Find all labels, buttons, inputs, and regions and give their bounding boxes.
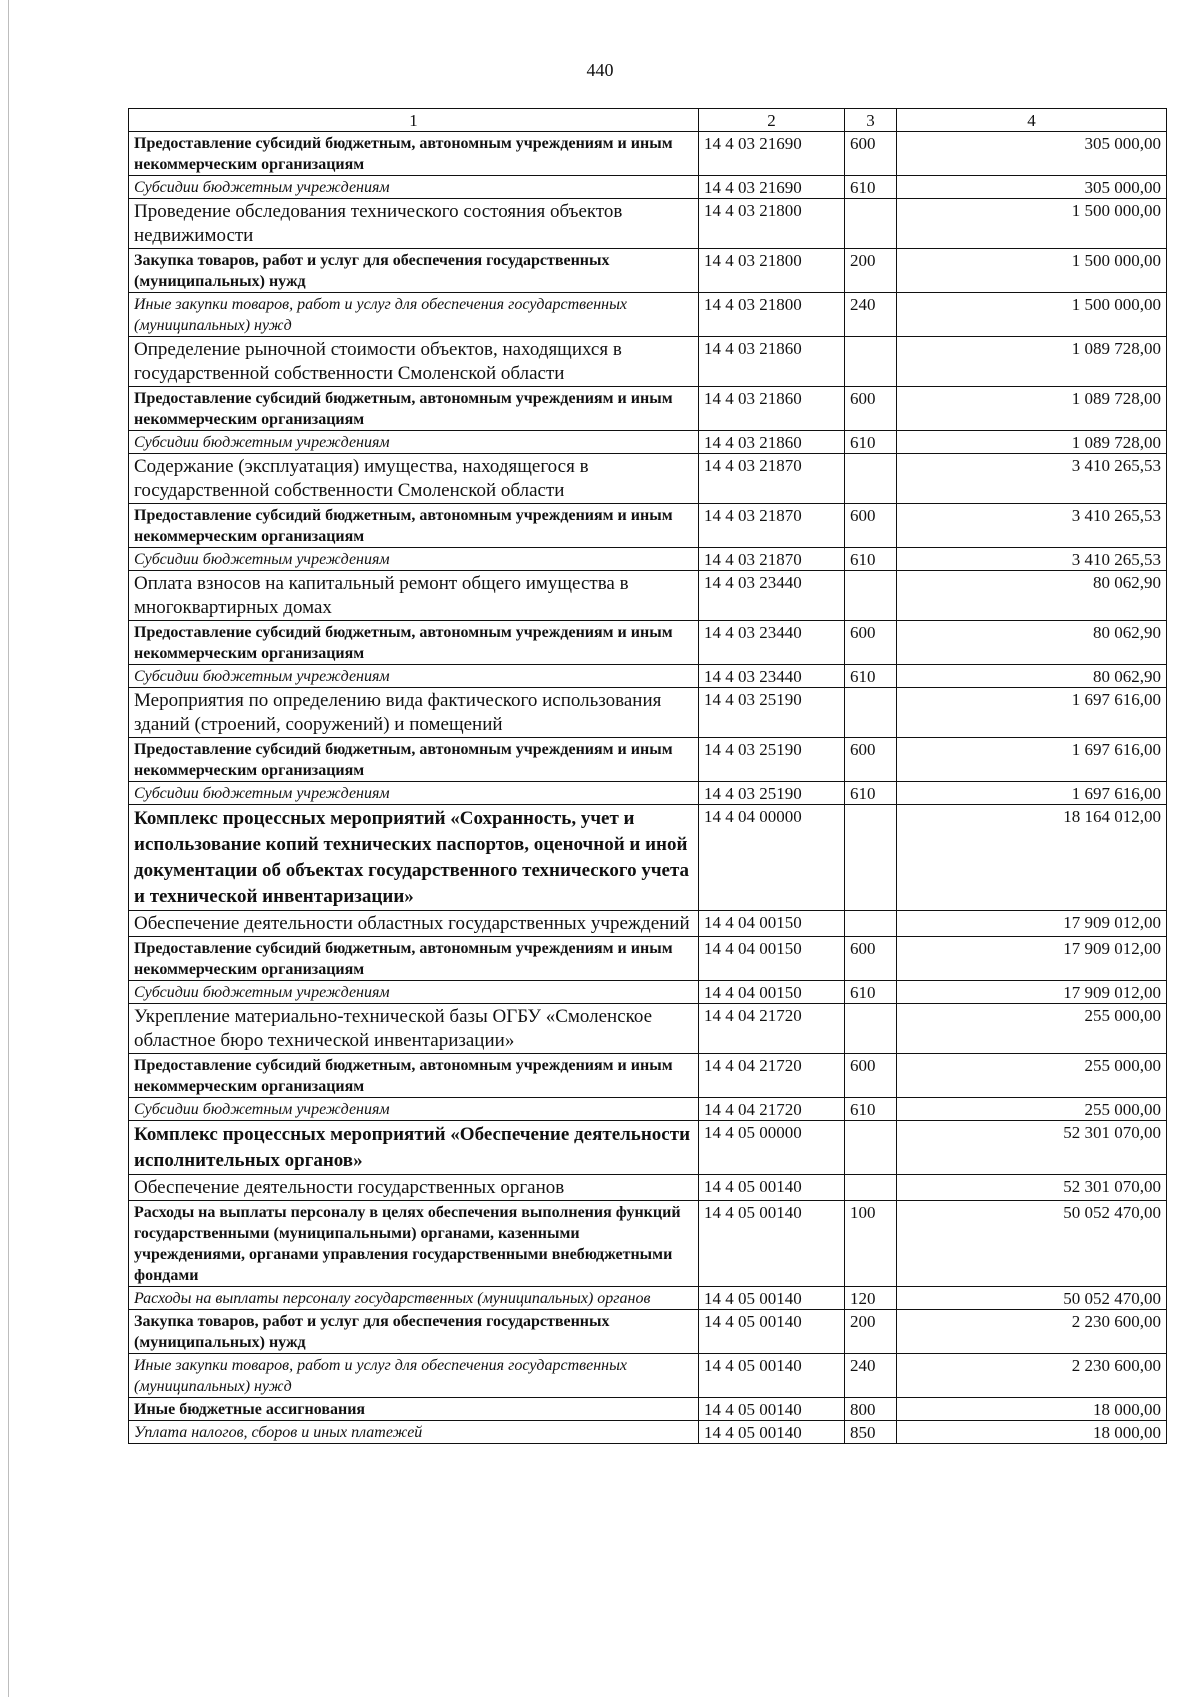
- row-expense-type-cell: [845, 199, 897, 249]
- table-row: [129, 1421, 1167, 1444]
- table-row: [129, 249, 1167, 293]
- row-name-cell: Обеспечение деятельности областных государственных учреждений: [129, 911, 699, 937]
- table-row: [129, 1175, 1167, 1201]
- row-name-cell: Закупка товаров, работ и услуг для обеспечения государственных (муниципальных) нужд: [129, 249, 699, 293]
- table-row: [129, 1287, 1167, 1310]
- table-row: [129, 738, 1167, 782]
- row-expense-type-cell: 240: [845, 1354, 897, 1398]
- row-name-cell: Мероприятия по определению вида фактического использования зданий (строений, сооружений) и помещений: [129, 688, 699, 738]
- row-code-cell: 14 4 03 23440: [699, 571, 845, 621]
- row-amount-cell: 17 909 012,00: [897, 981, 1167, 1004]
- row-code-cell: 14 4 04 21720: [699, 1098, 845, 1121]
- row-amount-cell: 1 697 616,00: [897, 782, 1167, 805]
- row-expense-type-cell: [845, 1004, 897, 1054]
- table-row: [129, 805, 1167, 911]
- column-header-1: 1: [129, 109, 699, 132]
- row-amount-cell: 3 410 265,53: [897, 548, 1167, 571]
- row-code-cell: 14 4 03 21860: [699, 431, 845, 454]
- row-name-cell: Содержание (эксплуатация) имущества, находящегося в государственной собственности Смоленской области: [129, 454, 699, 504]
- row-code-cell: 14 4 03 21800: [699, 249, 845, 293]
- row-expense-type-cell: 600: [845, 621, 897, 665]
- row-name-cell: Субсидии бюджетным учреждениям: [129, 981, 699, 1004]
- column-header-3: 3: [845, 109, 897, 132]
- row-code-cell: 14 4 03 21800: [699, 199, 845, 249]
- row-name-cell: Проведение обследования технического состояния объектов недвижимости: [129, 199, 699, 249]
- row-code-cell: 14 4 04 00000: [699, 805, 845, 911]
- table-row: [129, 1098, 1167, 1121]
- table-row: [129, 548, 1167, 571]
- row-expense-type-cell: [845, 454, 897, 504]
- row-expense-type-cell: 600: [845, 504, 897, 548]
- table-row: [129, 176, 1167, 199]
- row-code-cell: 14 4 03 21860: [699, 337, 845, 387]
- table-row: [129, 981, 1167, 1004]
- row-amount-cell: 17 909 012,00: [897, 911, 1167, 937]
- table-row: [129, 621, 1167, 665]
- row-amount-cell: 50 052 470,00: [897, 1287, 1167, 1310]
- row-code-cell: 14 4 03 23440: [699, 665, 845, 688]
- row-name-cell: Иные закупки товаров, работ и услуг для обеспечения государственных (муниципальных) нужд: [129, 293, 699, 337]
- row-amount-cell: 50 052 470,00: [897, 1201, 1167, 1287]
- row-amount-cell: 1 089 728,00: [897, 431, 1167, 454]
- row-name-cell: Обеспечение деятельности государственных органов: [129, 1175, 699, 1201]
- row-name-cell: Комплекс процессных мероприятий «Сохранность, учет и использование копий технических паспортов, оценочной и иной документации об объектах государственного технического учета и технической инвентаризации»: [129, 805, 699, 911]
- row-name-cell: Закупка товаров, работ и услуг для обеспечения государственных (муниципальных) нужд: [129, 1310, 699, 1354]
- row-amount-cell: 2 230 600,00: [897, 1354, 1167, 1398]
- table-row: [129, 132, 1167, 176]
- row-code-cell: 14 4 05 00140: [699, 1201, 845, 1287]
- row-name-cell: Уплата налогов, сборов и иных платежей: [129, 1421, 699, 1444]
- row-amount-cell: 255 000,00: [897, 1004, 1167, 1054]
- table-row: [129, 937, 1167, 981]
- row-expense-type-cell: 100: [845, 1201, 897, 1287]
- table-row: [129, 911, 1167, 937]
- row-expense-type-cell: 610: [845, 1098, 897, 1121]
- row-amount-cell: 255 000,00: [897, 1054, 1167, 1098]
- row-name-cell: Укрепление материально-технической базы ОГБУ «Смоленское областное бюро технической инвентаризации»: [129, 1004, 699, 1054]
- table-row: [129, 1310, 1167, 1354]
- row-name-cell: Предоставление субсидий бюджетным, автономным учреждениям и иным некоммерческим организациям: [129, 937, 699, 981]
- row-code-cell: 14 4 03 21870: [699, 548, 845, 571]
- row-code-cell: 14 4 05 00140: [699, 1175, 845, 1201]
- budget-table: [128, 108, 1167, 1444]
- row-code-cell: 14 4 03 21800: [699, 293, 845, 337]
- row-name-cell: Оплата взносов на капитальный ремонт общего имущества в многоквартирных домах: [129, 571, 699, 621]
- row-amount-cell: 18 000,00: [897, 1421, 1167, 1444]
- row-name-cell: Субсидии бюджетным учреждениям: [129, 176, 699, 199]
- table-row: [129, 1354, 1167, 1398]
- row-amount-cell: 255 000,00: [897, 1098, 1167, 1121]
- row-code-cell: 14 4 05 00140: [699, 1421, 845, 1444]
- row-expense-type-cell: [845, 571, 897, 621]
- row-name-cell: Предоставление субсидий бюджетным, автономным учреждениям и иным некоммерческим организациям: [129, 621, 699, 665]
- row-amount-cell: 1 089 728,00: [897, 337, 1167, 387]
- row-amount-cell: 18 000,00: [897, 1398, 1167, 1421]
- row-amount-cell: 305 000,00: [897, 132, 1167, 176]
- row-amount-cell: 3 410 265,53: [897, 454, 1167, 504]
- row-expense-type-cell: 600: [845, 1054, 897, 1098]
- table-row: [129, 1398, 1167, 1421]
- row-amount-cell: 1 697 616,00: [897, 688, 1167, 738]
- row-name-cell: Субсидии бюджетным учреждениям: [129, 782, 699, 805]
- table-row: [129, 688, 1167, 738]
- table-row: [129, 387, 1167, 431]
- row-expense-type-cell: 240: [845, 293, 897, 337]
- row-name-cell: Субсидии бюджетным учреждениям: [129, 1098, 699, 1121]
- row-expense-type-cell: 600: [845, 387, 897, 431]
- row-name-cell: Предоставление субсидий бюджетным, автономным учреждениям и иным некоммерческим организациям: [129, 132, 699, 176]
- table-row: [129, 293, 1167, 337]
- row-name-cell: Определение рыночной стоимости объектов, находящихся в государственной собственности Смоленской области: [129, 337, 699, 387]
- budget-table-body: [129, 109, 1167, 1444]
- row-code-cell: 14 4 03 21690: [699, 132, 845, 176]
- row-name-cell: Субсидии бюджетным учреждениям: [129, 665, 699, 688]
- row-amount-cell: 1 500 000,00: [897, 249, 1167, 293]
- row-amount-cell: 52 301 070,00: [897, 1175, 1167, 1201]
- table-row: [129, 1004, 1167, 1054]
- row-expense-type-cell: 600: [845, 738, 897, 782]
- row-expense-type-cell: [845, 911, 897, 937]
- row-amount-cell: 305 000,00: [897, 176, 1167, 199]
- table-row: [129, 571, 1167, 621]
- row-name-cell: Иные бюджетные ассигнования: [129, 1398, 699, 1421]
- row-amount-cell: 1 089 728,00: [897, 387, 1167, 431]
- row-amount-cell: 1 500 000,00: [897, 199, 1167, 249]
- row-expense-type-cell: 610: [845, 782, 897, 805]
- row-name-cell: Иные закупки товаров, работ и услуг для обеспечения государственных (муниципальных) нужд: [129, 1354, 699, 1398]
- page-number: 440: [586, 60, 614, 80]
- row-expense-type-cell: [845, 805, 897, 911]
- row-name-cell: Предоставление субсидий бюджетным, автономным учреждениям и иным некоммерческим организациям: [129, 1054, 699, 1098]
- row-name-cell: Расходы на выплаты персоналу государственных (муниципальных) органов: [129, 1287, 699, 1310]
- table-row: [129, 1121, 1167, 1175]
- row-amount-cell: 80 062,90: [897, 621, 1167, 665]
- row-name-cell: Расходы на выплаты персоналу в целях обеспечения выполнения функций государственными (муниципальными) органами, казенными учреждениями, органами управления государственными внебюджетными фондами: [129, 1201, 699, 1287]
- table-row: [129, 337, 1167, 387]
- table-row: [129, 199, 1167, 249]
- row-expense-type-cell: 610: [845, 548, 897, 571]
- row-code-cell: 14 4 03 25190: [699, 738, 845, 782]
- row-code-cell: 14 4 05 00000: [699, 1121, 845, 1175]
- row-code-cell: 14 4 05 00140: [699, 1354, 845, 1398]
- row-name-cell: Комплекс процессных мероприятий «Обеспечение деятельности исполнительных органов»: [129, 1121, 699, 1175]
- row-amount-cell: 18 164 012,00: [897, 805, 1167, 911]
- row-expense-type-cell: [845, 337, 897, 387]
- row-expense-type-cell: 610: [845, 176, 897, 199]
- row-expense-type-cell: 610: [845, 665, 897, 688]
- row-amount-cell: 1 500 000,00: [897, 293, 1167, 337]
- row-code-cell: 14 4 04 00150: [699, 937, 845, 981]
- row-expense-type-cell: [845, 1121, 897, 1175]
- row-name-cell: Субсидии бюджетным учреждениям: [129, 548, 699, 571]
- table-row: [129, 1201, 1167, 1287]
- row-code-cell: 14 4 03 25190: [699, 782, 845, 805]
- row-name-cell: Предоставление субсидий бюджетным, автономным учреждениям и иным некоммерческим организациям: [129, 387, 699, 431]
- table-row: [129, 504, 1167, 548]
- row-expense-type-cell: 610: [845, 981, 897, 1004]
- row-expense-type-cell: 610: [845, 431, 897, 454]
- row-code-cell: 14 4 05 00140: [699, 1398, 845, 1421]
- row-amount-cell: 3 410 265,53: [897, 504, 1167, 548]
- row-code-cell: 14 4 03 25190: [699, 688, 845, 738]
- row-code-cell: 14 4 03 21690: [699, 176, 845, 199]
- row-name-cell: Субсидии бюджетным учреждениям: [129, 431, 699, 454]
- row-amount-cell: 52 301 070,00: [897, 1121, 1167, 1175]
- row-expense-type-cell: 600: [845, 937, 897, 981]
- row-code-cell: 14 4 03 21870: [699, 504, 845, 548]
- row-code-cell: 14 4 03 21860: [699, 387, 845, 431]
- row-name-cell: Предоставление субсидий бюджетным, автономным учреждениям и иным некоммерческим организациям: [129, 504, 699, 548]
- row-amount-cell: 80 062,90: [897, 665, 1167, 688]
- table-row: [129, 431, 1167, 454]
- row-amount-cell: 1 697 616,00: [897, 738, 1167, 782]
- row-name-cell: Предоставление субсидий бюджетным, автономным учреждениям и иным некоммерческим организациям: [129, 738, 699, 782]
- scan-edge-line: [8, 0, 9, 1697]
- row-code-cell: 14 4 03 23440: [699, 621, 845, 665]
- table-row: [129, 454, 1167, 504]
- row-code-cell: 14 4 04 00150: [699, 911, 845, 937]
- table-row: [129, 782, 1167, 805]
- row-expense-type-cell: 600: [845, 132, 897, 176]
- row-expense-type-cell: 200: [845, 1310, 897, 1354]
- row-expense-type-cell: 120: [845, 1287, 897, 1310]
- column-header-2: 2: [699, 109, 845, 132]
- column-header-4: 4: [897, 109, 1167, 132]
- row-code-cell: 14 4 04 21720: [699, 1054, 845, 1098]
- row-expense-type-cell: 200: [845, 249, 897, 293]
- table-header-row: [129, 109, 1167, 132]
- row-code-cell: 14 4 03 21870: [699, 454, 845, 504]
- table-row: [129, 1054, 1167, 1098]
- row-expense-type-cell: 850: [845, 1421, 897, 1444]
- row-expense-type-cell: [845, 688, 897, 738]
- row-expense-type-cell: 800: [845, 1398, 897, 1421]
- row-code-cell: 14 4 04 21720: [699, 1004, 845, 1054]
- row-amount-cell: 17 909 012,00: [897, 937, 1167, 981]
- row-amount-cell: 2 230 600,00: [897, 1310, 1167, 1354]
- row-expense-type-cell: [845, 1175, 897, 1201]
- row-amount-cell: 80 062,90: [897, 571, 1167, 621]
- row-code-cell: 14 4 04 00150: [699, 981, 845, 1004]
- table-row: [129, 665, 1167, 688]
- row-code-cell: 14 4 05 00140: [699, 1287, 845, 1310]
- row-code-cell: 14 4 05 00140: [699, 1310, 845, 1354]
